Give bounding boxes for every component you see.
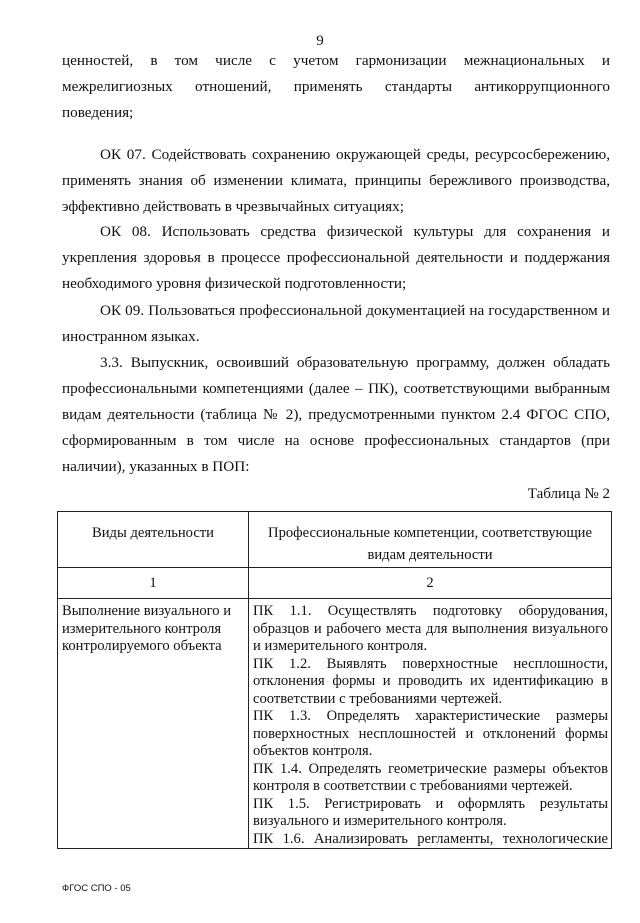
column-number-2: 2 xyxy=(249,568,612,599)
table-caption: Таблица № 2 xyxy=(527,486,610,502)
paragraph-ok09: ОК 09. Пользоваться профессиональной документацией на государственном и иностранном языках. xyxy=(62,302,610,345)
table-header-row xyxy=(58,512,612,568)
competencies-cell xyxy=(249,599,612,849)
page-number: 9 xyxy=(316,33,324,49)
paragraph-values: ценностей, в том числе с учетом гармонизации межнациональных и межрелигиозных отношений, применять стандарты антикоррупционного поведения; xyxy=(62,52,610,121)
competency-pk-1-3: ПК 1.3. Определять характеристические размеры поверхностных несплошностей и отклонений формы объектов контроля. xyxy=(253,708,608,759)
table-number-row xyxy=(58,568,612,599)
competency-pk-1-2: ПК 1.2. Выявлять поверхностные несплошности, отклонения формы и проводить их идентификацию в соответствии с требованиями чертежей. xyxy=(253,655,608,707)
competency-pk-1-4: ПК 1.4. Определять геометрические размеры объектов контроля в соответствии с требованиями чертежей. xyxy=(253,760,608,794)
paragraph-ok07: ОК 07. Содействовать сохранению окружающей среды, ресурсосбережению, применять знания об изменении климата, принципы бережливого производства, эффективно действовать в чрезвычайных ситуациях; xyxy=(62,146,610,215)
paragraph-ok08: ОК 08. Использовать средства физической культуры для сохранения и укрепления здоровья в процессе профессиональной деятельности и поддержания необходимого уровня физической подготовленности; xyxy=(62,223,610,292)
competencies-table xyxy=(57,511,612,849)
column-number-1: 1 xyxy=(58,568,249,599)
activity-cell: Выполнение визуального и измерительного контроля контролируемого объекта xyxy=(58,599,249,849)
competency-pk-1-6: ПК 1.6. Анализировать регламенты, технологические xyxy=(253,830,608,847)
competency-pk-1-5: ПК 1.5. Регистрировать и оформлять результаты визуального и измерительного контроля. xyxy=(253,795,608,829)
header-activities: Виды деятельности xyxy=(58,512,249,568)
paragraph-3-3: 3.3. Выпускник, освоивший образовательную программу, должен обладать профессиональными компетенциями (далее – ПК), соответствующими выбранным видам деятельности (таблица № 2), предусмотренными пунктом 2.4 ФГОС СПО, сформированным в том числе на основе профессиональных стандартов (при наличии), указанных в ПОП: xyxy=(62,354,610,475)
footer-code: ФГОС СПО - 05 xyxy=(62,883,131,894)
header-competencies: Профессиональные компетенции, соответствующие видам деятельности xyxy=(249,512,612,568)
competency-pk-1-1: ПК 1.1. Осуществлять подготовку оборудования, образцов и рабочего места для выполнения визуального и измерительного контроля. xyxy=(253,603,608,654)
table-row xyxy=(58,599,612,849)
